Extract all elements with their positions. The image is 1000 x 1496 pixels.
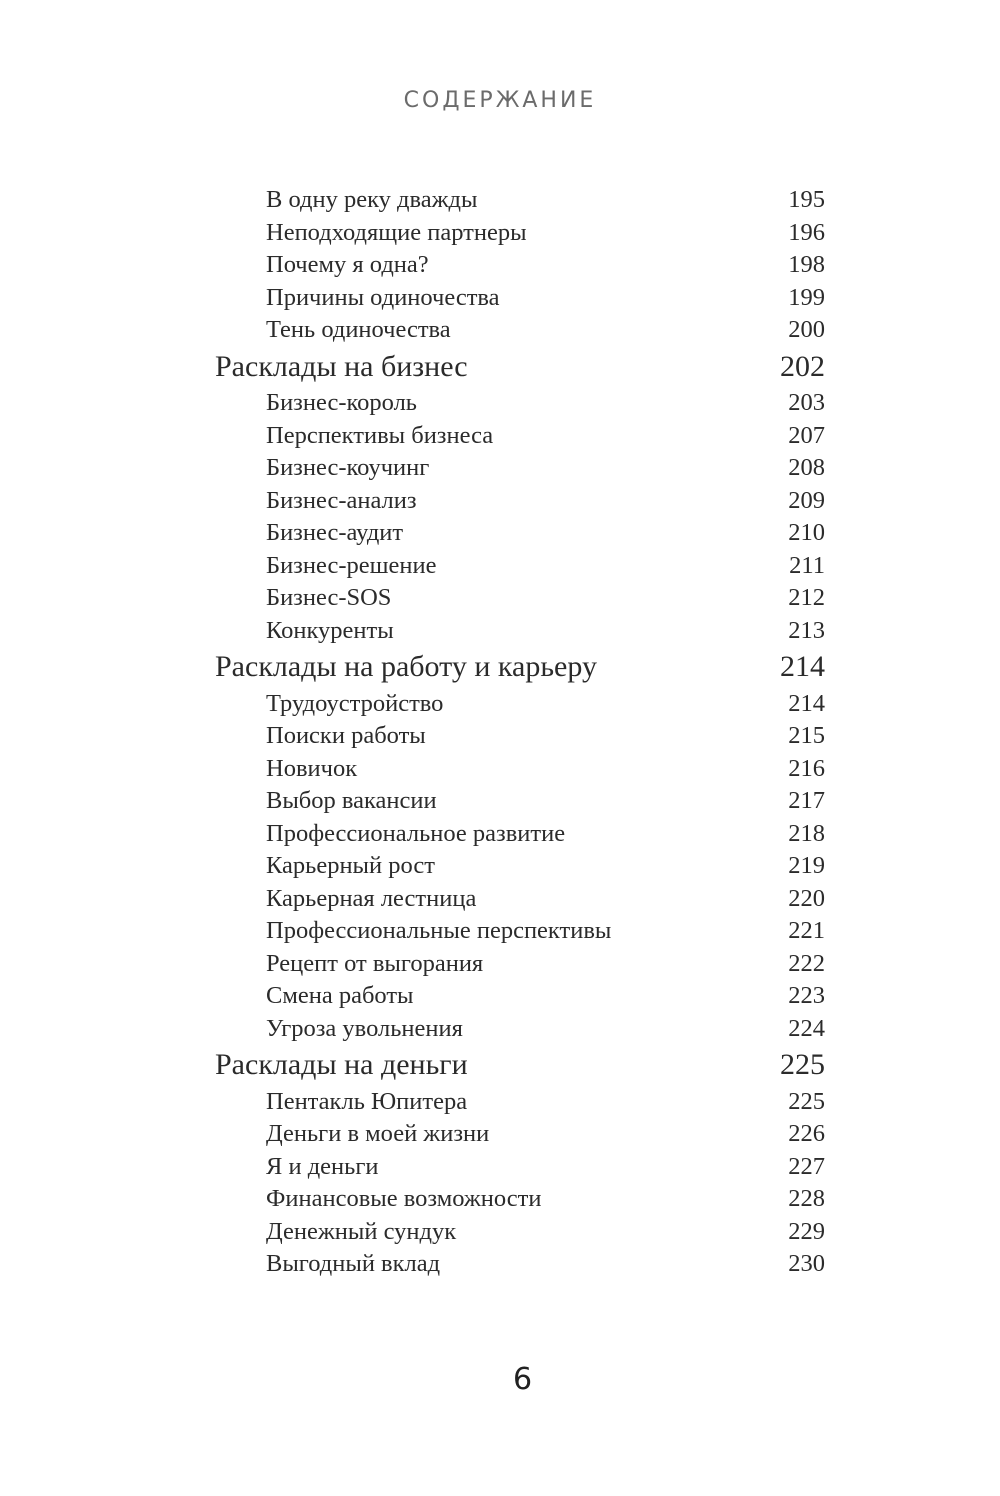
toc-entry-page: 198	[788, 251, 825, 279]
toc-entry	[215, 485, 825, 518]
toc-entry-page: 230	[788, 1250, 825, 1278]
toc-entry-page: 210	[788, 519, 825, 547]
toc-entry	[215, 785, 825, 818]
toc-entry-page: 229	[788, 1217, 825, 1245]
toc-entry	[215, 753, 825, 786]
toc-entry	[215, 720, 825, 753]
toc-entry	[215, 615, 825, 648]
toc-entry	[215, 980, 825, 1013]
toc-entry-page: 214	[780, 650, 825, 684]
toc-entry-page: 214	[788, 689, 825, 717]
toc-entry-page: 199	[788, 283, 825, 311]
toc-entry	[215, 452, 825, 485]
toc-entry	[215, 688, 825, 721]
toc-entry-title: Тень одиночества	[266, 316, 451, 344]
toc-entry-title: Выгодный вклад	[266, 1250, 441, 1278]
toc-entry-page: 215	[788, 722, 825, 750]
toc-entry-title: Выбор вакансии	[266, 787, 437, 815]
toc-entry	[215, 1151, 825, 1184]
toc-entry	[215, 1013, 825, 1046]
toc-entry-title: Причины одиночества	[266, 283, 500, 311]
toc-entry-title: Бизнес-SOS	[266, 584, 392, 612]
toc-entry-page: 223	[788, 982, 825, 1010]
page-header: СОДЕРЖАНИЕ	[403, 88, 597, 113]
toc-entry-page: 221	[788, 917, 825, 945]
toc-entry	[215, 582, 825, 615]
toc-entry-title: Бизнес-аудит	[266, 519, 404, 547]
toc-entry-title: Угроза увольнения	[266, 1014, 463, 1042]
toc-entry	[215, 550, 825, 583]
toc-entry-title: Карьерная лестница	[266, 884, 477, 912]
toc-entry-title: Расклады на деньги	[215, 1048, 468, 1082]
toc-entry-title: Неподходящие партнеры	[266, 218, 527, 246]
toc-entry-title: Деньги в моей жизни	[266, 1120, 490, 1148]
toc-entry-page: 226	[788, 1120, 825, 1148]
toc-entry-title: В одну реку дважды	[266, 186, 478, 214]
toc-section	[215, 347, 825, 388]
toc-entry-title: Новичок	[266, 754, 358, 782]
toc-entry	[215, 184, 825, 217]
toc-entry-title: Поиски работы	[266, 722, 426, 750]
toc-entry-title: Перспективы бизнеса	[266, 421, 494, 449]
toc-entry-page: 224	[788, 1014, 825, 1042]
toc-entry	[215, 314, 825, 347]
toc-entry-page: 196	[788, 218, 825, 246]
toc-entry-page: 212	[788, 584, 825, 612]
toc-section	[215, 1045, 825, 1086]
toc-entry-page: 211	[789, 551, 825, 579]
toc-entry-title: Расклады на бизнес	[215, 349, 468, 383]
toc-entry-page: 219	[788, 852, 825, 880]
toc-entry-title: Финансовые возможности	[266, 1185, 542, 1213]
toc-entry-title: Конкуренты	[266, 616, 394, 644]
toc-entry-page: 218	[788, 819, 825, 847]
toc-section	[215, 647, 825, 688]
toc-entry	[215, 883, 825, 916]
toc-entry-title: Бизнес-король	[266, 389, 417, 417]
toc-entry-page: 208	[788, 454, 825, 482]
toc-entry-title: Бизнес-коучинг	[266, 454, 430, 482]
toc-entry-page: 217	[788, 787, 825, 815]
toc-entry-title: Бизнес-решение	[266, 551, 437, 579]
toc-entry-page: 213	[788, 616, 825, 644]
toc-entry	[215, 1086, 825, 1119]
toc-entry	[215, 850, 825, 883]
toc-entry-title: Пентакль Юпитера	[266, 1087, 468, 1115]
toc-entry-title: Почему я одна?	[266, 251, 429, 279]
toc-entry-page: 209	[788, 486, 825, 514]
toc-entry	[215, 818, 825, 851]
toc-entry	[215, 217, 825, 250]
toc-entry-title: Смена работы	[266, 982, 414, 1010]
toc-entry-page: 207	[788, 421, 825, 449]
toc-entry-title: Расклады на работу и карьеру	[215, 650, 597, 684]
toc-entry-title: Я и деньги	[266, 1152, 379, 1180]
toc-entry-page: 228	[788, 1185, 825, 1213]
toc-entry-page: 203	[788, 389, 825, 417]
toc-entry-page: 222	[788, 949, 825, 977]
page-number: 6	[512, 1362, 533, 1397]
toc-entry-title: Бизнес-анализ	[266, 486, 417, 514]
toc-entry	[215, 915, 825, 948]
toc-entry-page: 225	[780, 1048, 825, 1082]
toc-entry-title: Профессиональное развитие	[266, 819, 566, 847]
toc-entry-page: 220	[788, 884, 825, 912]
toc-entry-title: Карьерный рост	[266, 852, 435, 880]
toc-entry	[215, 249, 825, 282]
toc-entry-page: 216	[788, 754, 825, 782]
toc-entry-title: Трудоустройство	[266, 689, 444, 717]
toc-entry-page: 227	[788, 1152, 825, 1180]
toc-entry-title: Денежный сундук	[266, 1217, 457, 1245]
table-of-contents	[215, 184, 825, 1281]
toc-entry	[215, 1248, 825, 1281]
toc-entry	[215, 282, 825, 315]
toc-entry-page: 202	[780, 349, 825, 383]
toc-entry	[215, 1183, 825, 1216]
toc-entry	[215, 420, 825, 453]
toc-entry	[215, 387, 825, 420]
toc-entry-page: 200	[788, 316, 825, 344]
toc-entry-page: 225	[788, 1087, 825, 1115]
toc-entry-title: Рецепт от выгорания	[266, 949, 484, 977]
toc-entry-title: Профессиональные перспективы	[266, 917, 612, 945]
toc-entry-page: 195	[788, 186, 825, 214]
toc-entry	[215, 948, 825, 981]
toc-entry	[215, 1118, 825, 1151]
toc-entry	[215, 517, 825, 550]
toc-entry	[215, 1216, 825, 1249]
